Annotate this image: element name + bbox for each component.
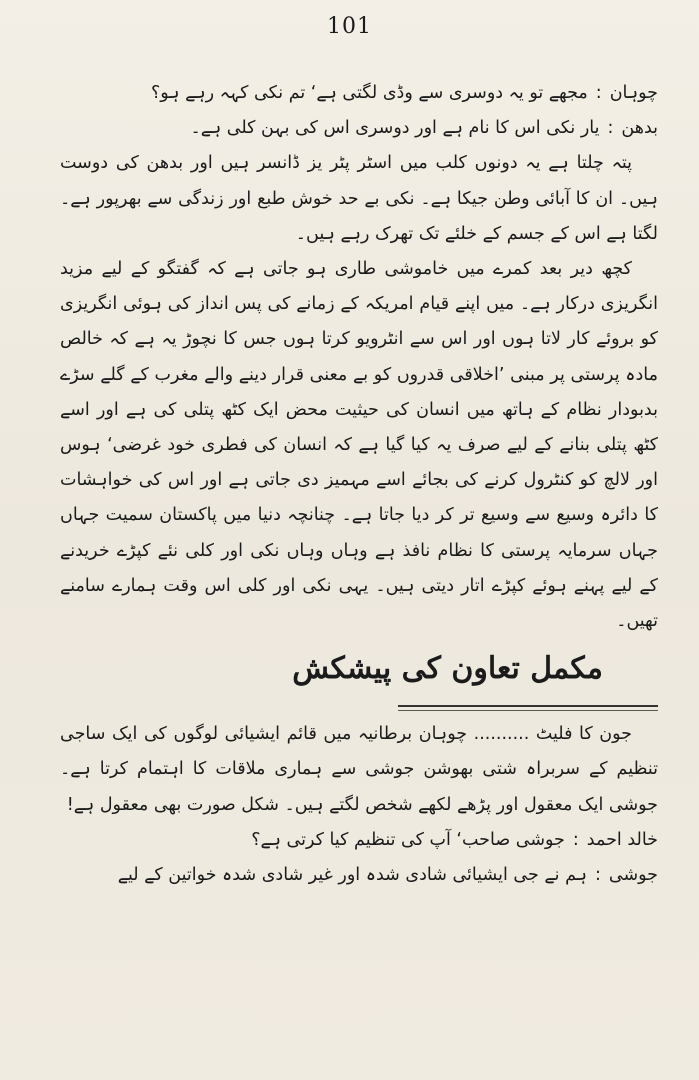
page-body bbox=[60, 76, 658, 893]
speaker-separator: : bbox=[594, 865, 601, 886]
paragraph: جون کا فلیٹ .......... چوہان برطانیہ میں قائم ایشیائی لوگوں کی ایک ساجی تنظیم کے سربراہ شتی بھوشن جوشی سے ہماری ملاقات کا اہتمام کرتا ہے۔ جوشی ایک معقول اور پڑھے لکھے شخص لگتے ہیں۔ شکل صورت بھی معقول ہے! bbox=[60, 724, 658, 815]
dialogue-text: جوشی صاحب‘ آپ کی تنظیم کیا کرتی ہے؟ bbox=[251, 829, 565, 850]
dialogue-line bbox=[60, 111, 658, 146]
dialogue-text: یار نکی اس کا نام ہے اور دوسری اس کی بہن کلی ہے۔ bbox=[190, 118, 600, 139]
dialogue-line bbox=[60, 76, 658, 111]
dialogue-text: ہم نے جی ایشیائی شادی شدہ اور غیر شادی شدہ خواتین کے لیے bbox=[117, 865, 587, 886]
page-number: 101 bbox=[327, 14, 372, 39]
speaker-name: چوہان bbox=[609, 83, 658, 103]
dialogue-text: مجھے تو یہ دوسری سے وڈی لگتی ہے‘ تم نکی کہہ رہے ہو؟ bbox=[150, 83, 588, 103]
heading-underline bbox=[398, 705, 658, 707]
dialogue-line bbox=[60, 858, 658, 893]
dialogue-line bbox=[60, 823, 658, 858]
speaker-name: بدھن bbox=[621, 118, 658, 139]
section-heading-block bbox=[60, 643, 658, 717]
speaker-name: خالد احمد bbox=[586, 829, 658, 850]
paragraph: کچھ دیر بعد کمرے میں خاموشی طاری ہو جاتی ہے کہ گفتگو کے لیے مزید انگریزی درکار ہے۔ میں اپنے قیام امریکہ کے زمانے کی پس انداز کی ہوئی انگریزی کو بروئے کار لاتا ہوں اور اس سے انٹرویو کرتا ہوں جس کا نچوڑ یہ ہے کہ خالص مادہ پرستی پر مبنی ’اخلاقی قدروں کو بے معنی قرار دینے والے مغرب کے گلے سڑے بدبودار نظام کے ہاتھ میں انسان کی حیثیت محض ایک کٹھ پتلی کی ہے اور اسے کٹھ پتلی بنانے کے لیے صرف یہ کیا گیا ہے کہ انسان کی فطری خود غرضی‘ ہوس اور لالچ کو کنٹرول کرنے کی بجائے اسے مہمیز دی جاتی ہے اور اس کی خواہشات کا دائرہ وسیع سے وسیع تر کر دیا جاتا ہے۔ چنانچہ دنیا میں پاکستان سمیت جہاں جہاں سرمایہ پرستی کا نظام نافذ ہے وہاں وہاں نکی اور کلی نئے کپڑے خریدنے کے لیے پہنے ہوئے کپڑے اتار دیتی ہیں۔ یہی نکی اور کلی اس وقت ہمارے سامنے تھیں۔ bbox=[60, 259, 658, 632]
speaker-separator: : bbox=[607, 118, 614, 139]
heading-underline bbox=[398, 710, 658, 711]
speaker-separator: : bbox=[595, 83, 602, 103]
speaker-name: جوشی bbox=[608, 865, 658, 886]
speaker-separator: : bbox=[572, 829, 579, 850]
section-heading: مکمل تعاون کی پیشکش bbox=[292, 651, 603, 687]
paragraph: پتہ چلتا ہے یہ دونوں کلب میں اسٹر پٹر یز ڈانسر ہیں اور بدھن کی دوست ہیں۔ ان کا آبائی وطن جیکا ہے۔ نکی بے حد خوش طبع اور زندگی سے بھرپور ہے۔ لگتا ہے اس کے جسم کے خلئے تک تھرک رہے ہیں۔ bbox=[60, 153, 658, 244]
